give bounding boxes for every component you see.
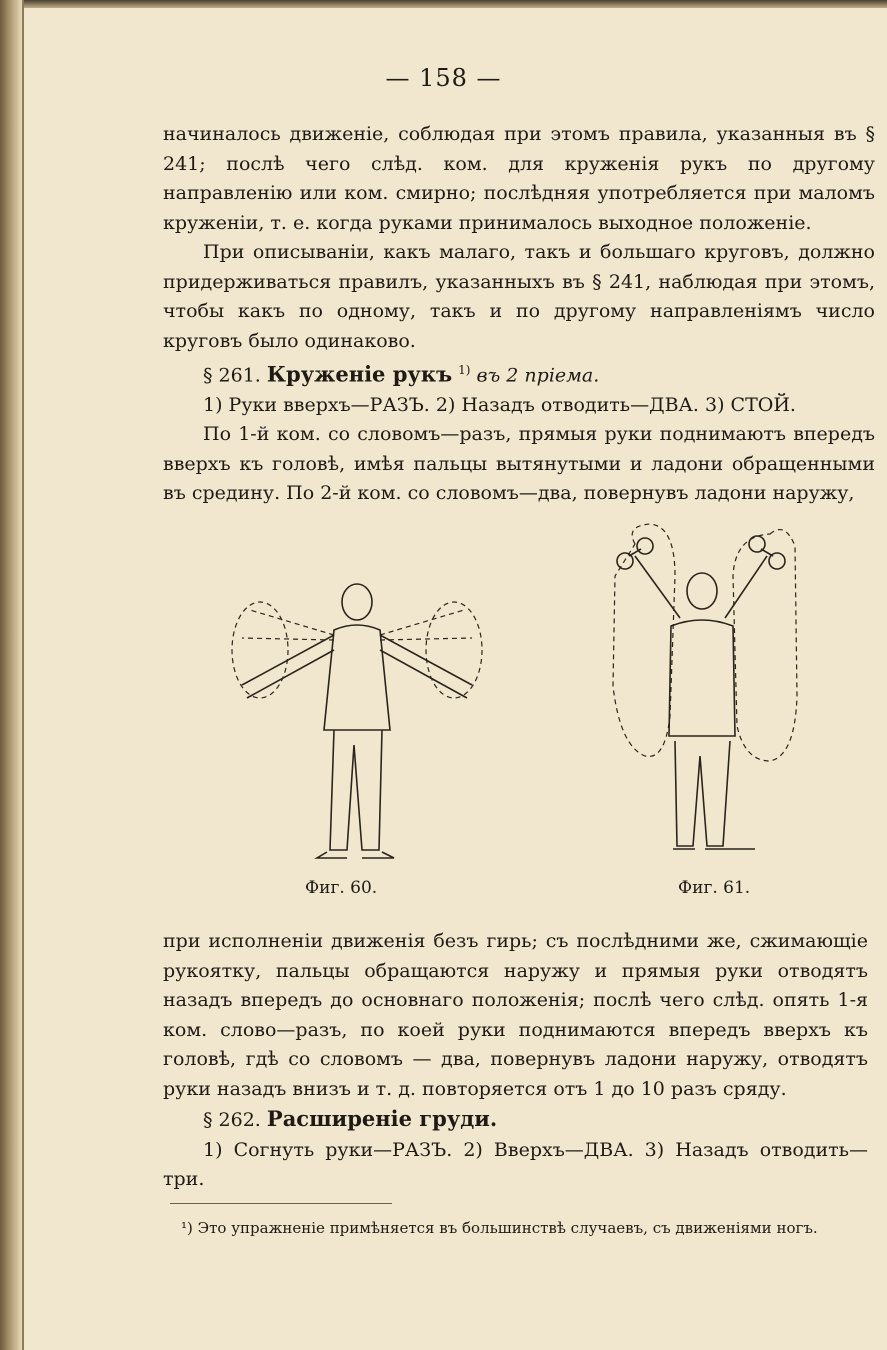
footnote: ¹) Это упражненіе примѣняется въ большинствѣ случаевъ, съ движеніями ногъ. bbox=[181, 1219, 818, 1237]
command-261: 1) Руки вверхъ—РАЗЪ. 2) Назадъ отводить—ДВА. 3) СТОЙ. bbox=[203, 393, 796, 416]
section-261-heading bbox=[163, 356, 875, 391]
paragraph-3: По 1-й ком. со словомъ—разъ, прямыя руки поднимаютъ впередъ вверхъ къ головѣ, имѣя пальцы вытянутыми и ладони обращенными въ средину. По 2-й ком. со словомъ—два, повернувъ ладони наружу, bbox=[163, 423, 875, 505]
footnote-marker: 1) bbox=[458, 363, 471, 377]
book-spine bbox=[0, 0, 22, 1350]
spine-edge bbox=[22, 0, 24, 1350]
section-261-number: § 261. bbox=[203, 364, 261, 387]
command-262: 1) Согнуть руки—РАЗЪ. 2) Вверхъ—ДВА. 3) Назадъ отводить— три. bbox=[163, 1138, 868, 1190]
paragraph-4: при исполненіи движенія безъ гирь; съ послѣдними же, сжимающіе рукоятку, пальцы обращаются наружу и прямыя руки отводятъ назадъ впередъ до основнаго положенія; послѣ чего слѣд. опять 1-я ком. слово—разъ, по коей руки поднимаются впередъ вверхъ къ головѣ, гдѣ со словомъ — два, повернувъ ладони наружу, отводятъ руки назадъ внизъ и т. д. повторяется отъ 1 до 10 разъ сряду. bbox=[163, 930, 868, 1100]
page-top-edge bbox=[0, 0, 887, 8]
paragraph-1: начиналось движеніе, соблюдая при этомъ правила, указанныя въ § 241; послѣ чего слѣд. ком. для круженія рукъ по другому направленію или ком. смирно; послѣдняя употребляется при маломъ круженіи, т. е. когда руками принималось выходное положеніе. bbox=[163, 123, 875, 234]
figure-61-caption: Фиг. 61. bbox=[678, 878, 751, 898]
footnote-rule bbox=[170, 1203, 392, 1204]
text-block-top bbox=[163, 120, 875, 509]
page-number: — 158 — bbox=[385, 64, 502, 92]
section-262-number: § 262. bbox=[203, 1109, 261, 1131]
section-262-heading bbox=[163, 1104, 868, 1136]
text-block-bottom bbox=[163, 927, 868, 1195]
figure-arms-circling-icon bbox=[222, 580, 492, 865]
figure-60-caption: Фиг. 60. bbox=[305, 878, 378, 898]
section-261-subtitle: въ 2 пріема. bbox=[476, 364, 600, 387]
section-262-title: Расширеніе груди. bbox=[266, 1106, 498, 1131]
figure-dumbbells-overhead-icon bbox=[605, 516, 805, 861]
section-261-title: Круженіе рукъ bbox=[266, 361, 453, 387]
paragraph-2: При описываніи, какъ малаго, такъ и большаго круговъ, должно придерживаться правилъ, указанныхъ въ § 241, наблюдая при этомъ, чтобы какъ по одному, такъ и по другому направленіямъ число круговъ было одинаково. bbox=[163, 241, 875, 352]
